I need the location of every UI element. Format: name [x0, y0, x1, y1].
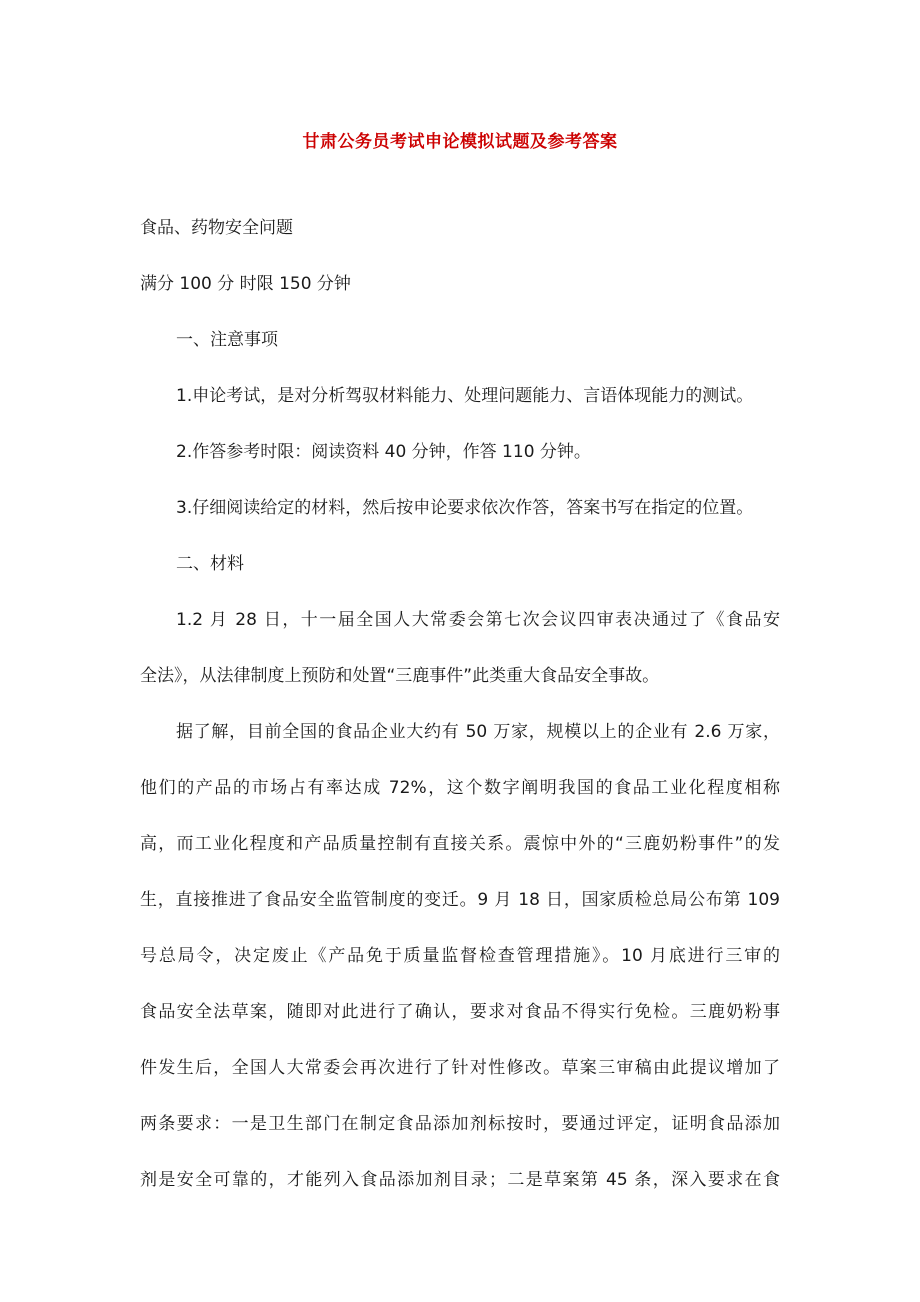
- score-time: 满分 100 分 时限 150 分钟: [140, 274, 351, 294]
- note-item: 1.申论考试，是对分析驾驭材料能力、处理问题能力、言语体现能力的测试。: [176, 386, 754, 406]
- paragraph-line: 全法》，从法律制度上预防和处置“三鹿事件”此类重大食品安全事故。: [140, 666, 660, 686]
- paragraph-1: [140, 592, 780, 704]
- section-heading-materials: 二、材料: [176, 554, 244, 574]
- paragraph-2: [140, 704, 780, 1208]
- document-body: [140, 200, 780, 1208]
- paragraph-line: 据了解，目前全国的食品企业大约有 50 万家，规模以上的企业有 2.6 万家，: [176, 722, 780, 742]
- paragraph-line: 1.2 月 28 日，十一届全国人大常委会第七次会议四审表决通过了《食品安: [176, 610, 780, 630]
- paragraph-line: 生，直接推进了食品安全监管制度的变迁。9 月 18 日，国家质检总局公布第 109: [140, 890, 780, 910]
- paragraph-line: 剂是安全可靠的，才能列入食品添加剂目录；二是草案第 45 条，深入要求在食: [140, 1170, 780, 1190]
- document-title: 甘肃公务员考试申论模拟试题及参考答案: [302, 132, 618, 152]
- section-heading-notes: 一、注意事项: [176, 330, 278, 350]
- note-item: 2.作答参考时限：阅读资料 40 分钟，作答 110 分钟。: [176, 442, 591, 462]
- paragraph-line: 他们的产品的市场占有率达成 72%，这个数字阐明我国的食品工业化程度相称: [140, 778, 780, 798]
- paragraph-line: 件发生后，全国人大常委会再次进行了针对性修改。草案三审稿由此提议增加了: [140, 1058, 780, 1078]
- paragraph-line: 高，而工业化程度和产品质量控制有直接关系。震惊中外的“三鹿奶粉事件”的发: [140, 834, 780, 854]
- paragraph-line: 号总局令，决定废止《产品免于质量监督检查管理措施》。10 月底进行三审的: [140, 946, 780, 966]
- paragraph-line: 两条要求：一是卫生部门在制定食品添加剂标按时，要通过评定，证明食品添加: [140, 1114, 780, 1134]
- note-item: 3.仔细阅读给定的材料，然后按申论要求依次作答，答案书写在指定的位置。: [176, 498, 754, 518]
- subtitle: 食品、药物安全问题: [140, 218, 293, 238]
- paragraph-line: 食品安全法草案，随即对此进行了确认，要求对食品不得实行免检。三鹿奶粉事: [140, 1002, 780, 1022]
